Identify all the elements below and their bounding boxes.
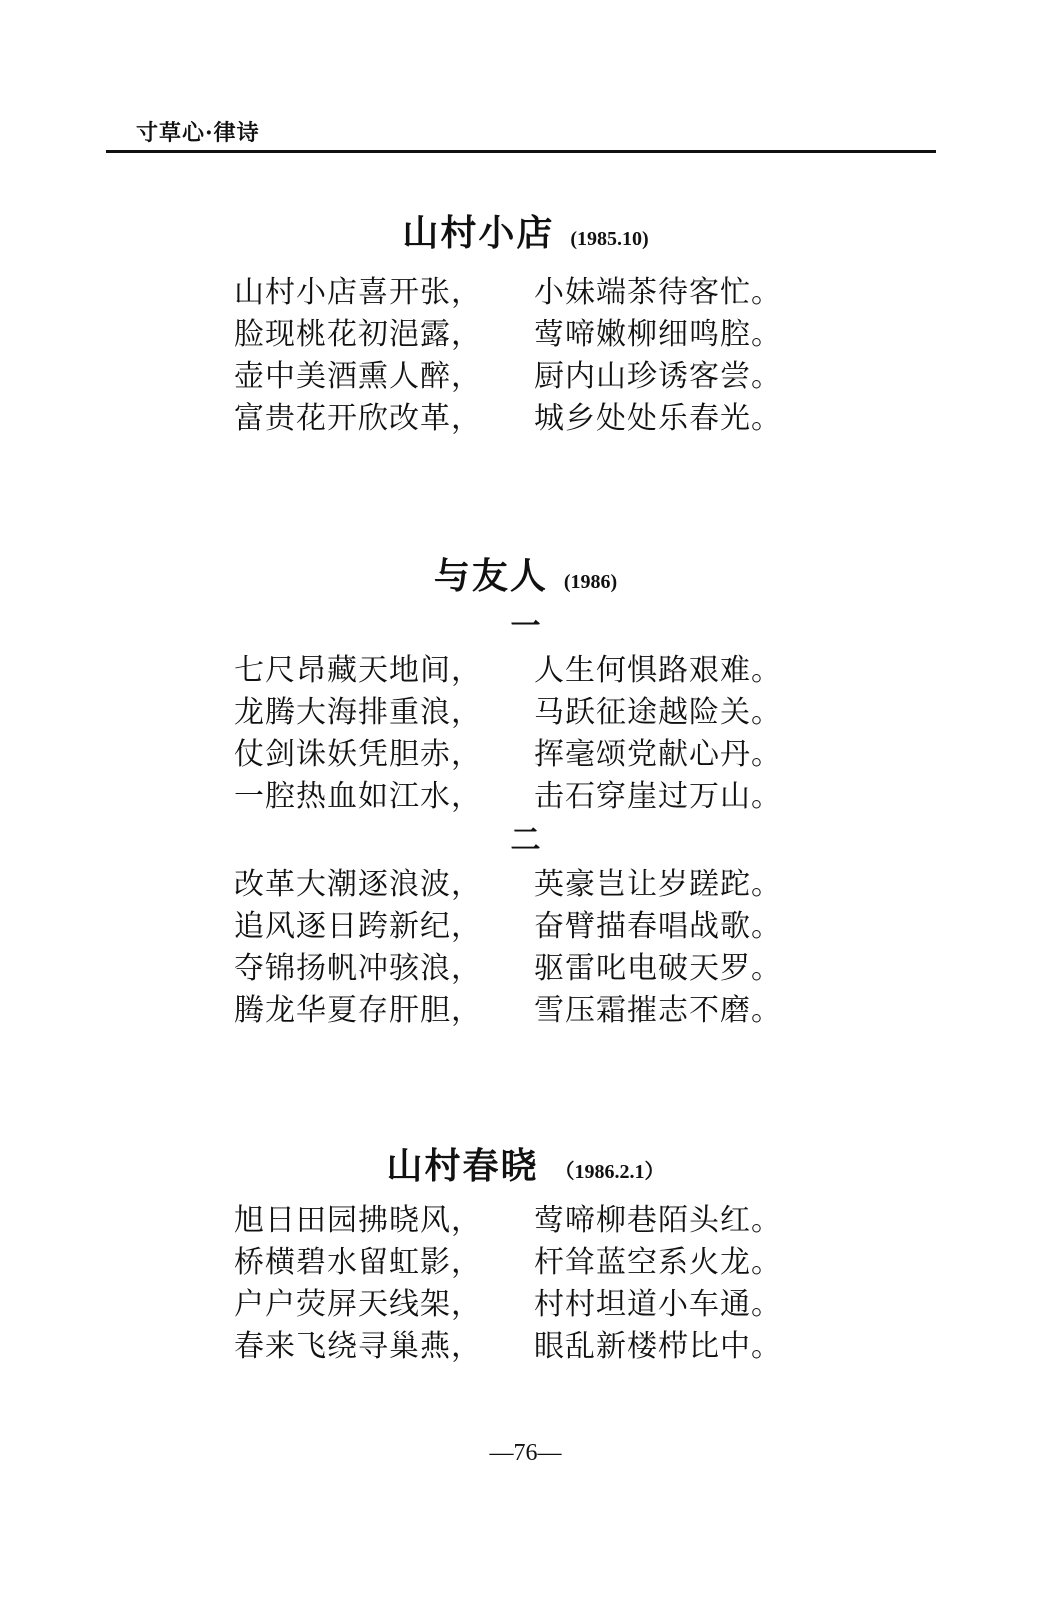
- header-text: 寸草心·律诗: [136, 120, 260, 146]
- poem-title-text: 山村小店: [402, 213, 555, 254]
- poem-title-1: [0, 205, 1051, 256]
- poem-title-text: 山村春晓: [386, 1146, 539, 1187]
- verse-left: 改革大潮逐浪波，: [234, 867, 482, 902]
- verse-right: 奋臂描春唱战歌。: [534, 909, 782, 944]
- verse-left: 腾龙华夏存肝胆，: [234, 993, 482, 1028]
- verse-right: 驱雷叱电破天罗。: [534, 951, 782, 986]
- verse-left: 夺锦扬帆冲骇浪，: [234, 951, 482, 986]
- verse-right: 人生何惧路艰难。: [534, 653, 782, 688]
- page-number: —76—: [489, 1440, 562, 1466]
- running-header: [106, 112, 936, 153]
- verse-left: 脸现桃花初浥露，: [234, 317, 482, 352]
- verse-left: 一腔热血如江水，: [234, 779, 482, 814]
- poem-title-text: 与友人: [433, 556, 548, 597]
- verse-left: 户户荧屏天线架，: [234, 1287, 482, 1322]
- verse-right: 英豪岂让岁蹉跎。: [534, 867, 782, 902]
- verse-right: 杆耸蓝空系火龙。: [534, 1245, 782, 1280]
- verse-left: 壶中美酒熏人醉，: [234, 359, 482, 394]
- poem-date: (1985.10): [570, 228, 649, 250]
- verse-left: 富贵花开欣改革，: [234, 401, 482, 436]
- verse-right: 村村坦道小车通。: [534, 1287, 782, 1322]
- verse-left: 春来飞绕寻巢燕，: [234, 1329, 482, 1364]
- verse-right: 莺啼柳巷陌头红。: [534, 1203, 782, 1238]
- verse-right: 城乡处处乐春光。: [534, 401, 782, 436]
- verse-right: 马跃征途越险关。: [534, 695, 782, 730]
- poem-date: (1986): [563, 571, 618, 593]
- section-marker-2: 二: [510, 823, 541, 858]
- verse-right: 击石穿崖过万山。: [534, 779, 782, 814]
- verse-left: 七尺昂藏天地间，: [234, 653, 482, 688]
- verse-right: 雪压霜摧志不磨。: [534, 993, 782, 1028]
- verse-left: 旭日田园拂晓风，: [234, 1203, 482, 1238]
- verse-right: 挥毫颂党献心丹。: [534, 737, 782, 772]
- verse-right: 莺啼嫩柳细鸣腔。: [534, 317, 782, 352]
- verse-left: 龙腾大海排重浪，: [234, 695, 482, 730]
- verse-right: 眼乱新楼栉比中。: [534, 1329, 782, 1364]
- verse-right: 厨内山珍诱客尝。: [534, 359, 782, 394]
- section-marker-1: 一: [510, 609, 541, 644]
- poem-title-3: [0, 1138, 1051, 1189]
- poem-date: （1986.2.1）: [554, 1161, 665, 1183]
- verse-right: 小妹端茶待客忙。: [534, 275, 782, 310]
- verse-left: 仗剑诛妖凭胆赤，: [234, 737, 482, 772]
- poem-title-2: [0, 548, 1051, 599]
- verse-left: 山村小店喜开张，: [234, 275, 482, 310]
- verse-left: 桥横碧水留虹影，: [234, 1245, 482, 1280]
- verse-left: 追风逐日跨新纪，: [234, 909, 482, 944]
